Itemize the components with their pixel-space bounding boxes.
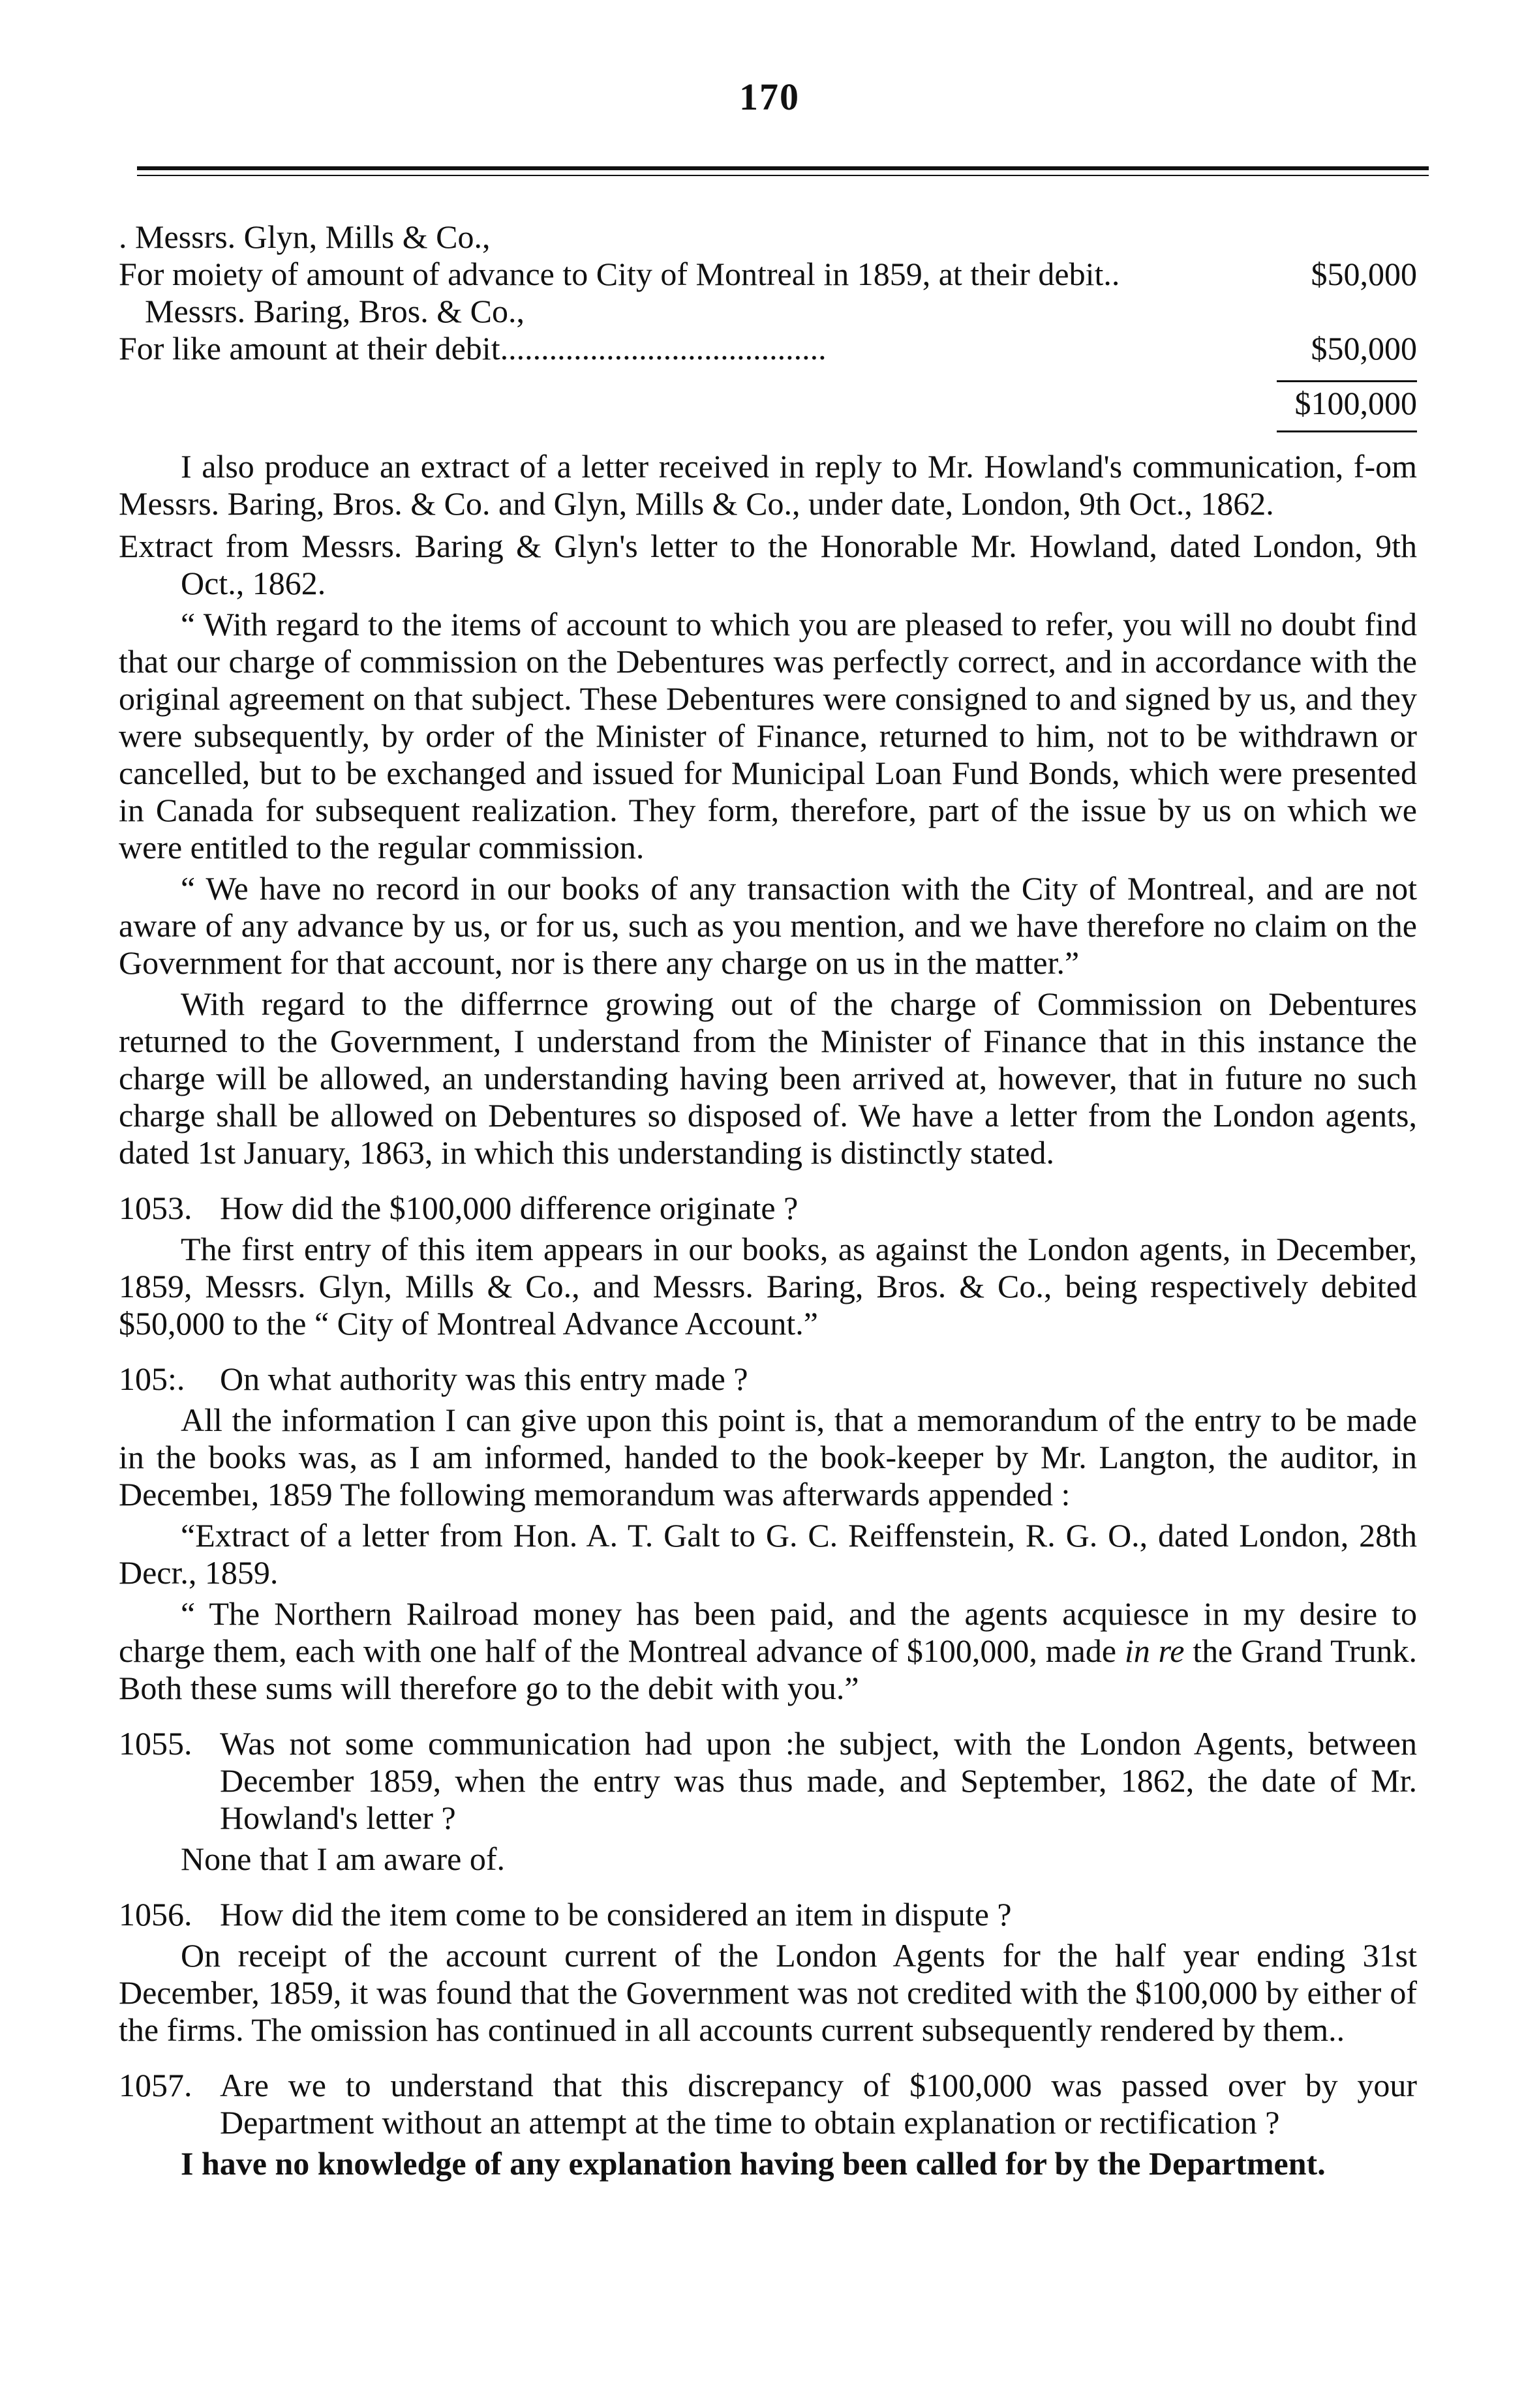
question-1054 (119, 1361, 1417, 1398)
question-text: Was not some communication had upon :he subject, with the London Agents, between December 1859, when the entry was thus made, and September, 1862, the date of Mr. Howland's letter ? (220, 1725, 1417, 1836)
account-label: For like amount at their debit........................................ (119, 330, 827, 367)
intro-paragraph: I also produce an extract of a letter received in reply to Mr. Howland's communication, f-om Messrs. Baring, Bros. & Co. and Glyn, Mills & Co., under date, London, 9th Oct., 1862. (119, 448, 1417, 522)
question-1057 (119, 2067, 1417, 2141)
header-rule-thin (137, 175, 1429, 176)
answer-paragraph: On receipt of the account current of the London Agents for the half year ending 31st December, 1859, it was found that the Government was not credited with the $100,000 by either of the firms. The omission has continued in all accounts current subsequently rendered by them.. (119, 1937, 1417, 2048)
spacer (119, 432, 1417, 444)
account-total: $100,000 (1294, 385, 1417, 421)
question-number: 1053. (119, 1190, 192, 1226)
header-rule (137, 166, 1429, 170)
answer-paragraph: I have no knowledge of any explanation having been called for by the Department. (181, 2145, 1326, 2182)
account-statement (119, 218, 1417, 432)
question-1056 (119, 1896, 1417, 1933)
answer-paragraph (119, 1595, 1417, 1707)
answer-text: “ The Northern Railroad money has been paid, and the agents acquiesce in my desire to charge them, each with one half of the Montreal advance of $100,000, made (119, 1595, 1417, 1669)
answer-paragraph: None that I am aware of. (181, 1841, 505, 1877)
account-line (119, 293, 1417, 330)
account-label: For moiety of amount of advance to City of Montreal in 1859, at their debit.. (119, 256, 1120, 292)
question-number: 1056. (119, 1896, 192, 1933)
question-text: Are we to understand that this discrepancy of $100,000 was passed over by your Department without an attempt at the time to obtain explanation or rectification ? (220, 2067, 1417, 2141)
question-number: 1057. (119, 2067, 192, 2103)
account-label: . Messrs. Glyn, Mills & Co., (119, 218, 491, 255)
account-line (119, 218, 1417, 256)
question-1053 (119, 1190, 1417, 1227)
answer-text: the Grand Trunk. Both these sums will therefore go to the debit with you.” (119, 1633, 1418, 1706)
account-line (119, 256, 1417, 293)
account-amount: $50,000 (1311, 330, 1417, 367)
account-label: Messrs. Baring, Bros. & Co., (145, 293, 525, 329)
letter-paragraph: “ With regard to the items of account to which you are pleased to refer, you will no doubt find that our charge of commission on the Debentures was perfectly correct, and in accordance with the original agreement on that subject. These Debentures were consigned to and signed by us, and they were subsequently, by order of the Minister of Finance, returned to him, not to be withdrawn or cancelled, but to be exchanged and issued for Municipal Loan Fund Bonds, which were presented in Canada for subsequent realization. They form, therefore, part of the issue by us on which we were entitled to the regular commission. (119, 606, 1417, 865)
page-number: 170 (739, 76, 800, 118)
letter-paragraph: “ We have no record in our books of any transaction with the City of Montreal, and are not aware of any advance by us, or for us, such as you mention, and we have therefore no claim on the Government for that account, nor is there any charge on us in the matter.” (119, 870, 1417, 981)
question-1055 (119, 1725, 1417, 1837)
account-total-line (119, 382, 1417, 428)
question-number: 105:. (119, 1361, 185, 1397)
answer-paragraph: “Extract of a letter from Hon. A. T. Galt to G. C. Reiffenstein, R. G. O., dated London, 28th Decr., 1859. (119, 1517, 1417, 1591)
answer-paragraph: The first entry of this item appears in our books, as against the London agents, in December, 1859, Messrs. Glyn, Mills & Co., and Messrs. Baring, Bros. & Co., being respectively debited $50,000 to the “ City of Montreal Advance Account.” (119, 1231, 1417, 1342)
answer-italic: in re (1124, 1633, 1185, 1669)
question-number: 1055. (119, 1725, 192, 1762)
commission-paragraph: With regard to the differrnce growing out of the charge of Commission on Debentures returned to the Government, I understand from the Minister of Finance that in this instance the charge will be allowed, an understanding having been arrived at, however, that in future no such charge shall be allowed on Debentures so disposed of. We have a letter from the London agents, dated 1st January, 1863, in which this understanding is distinctly stated. (119, 986, 1417, 1171)
extract-title: Extract from Messrs. Baring & Glyn's letter to the Honorable Mr. Howland, dated London, 9th Oct., 1862. (119, 528, 1417, 601)
account-amount: $50,000 (1311, 256, 1417, 292)
account-line (119, 330, 1417, 367)
question-text: How did the $100,000 difference originate ? (220, 1190, 799, 1226)
question-text: How did the item come to be considered an item in dispute ? (220, 1896, 1012, 1933)
question-text: On what authority was this entry made ? (220, 1361, 748, 1397)
page-content (119, 218, 1417, 2182)
answer-paragraph: All the information I can give upon this point is, that a memorandum of the entry to be made in the books was, as I am informed, handed to the book-keeper by Mr. Langton, the auditor, in Decembeı, 1859 The following memorandum was afterwards appended : (119, 1402, 1417, 1513)
